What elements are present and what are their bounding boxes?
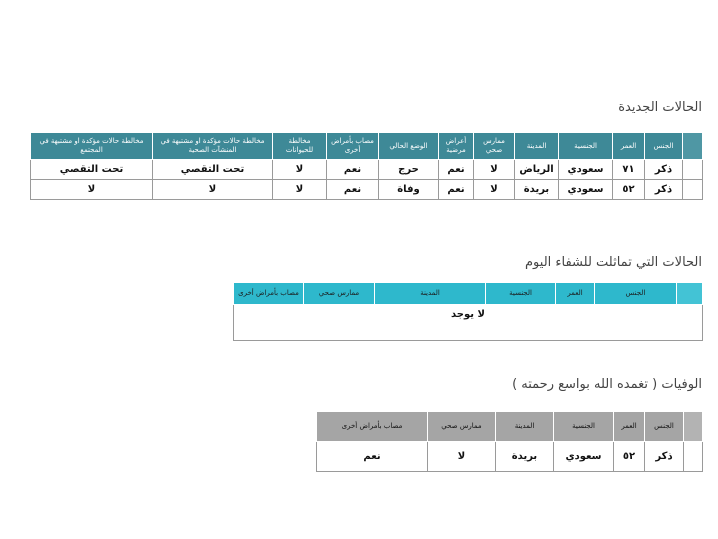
- header-facility-contact: مخالطة حالات مؤكدة او مشتبهة في المنشآت الصحية: [153, 133, 273, 160]
- cell-city: بريدة: [515, 180, 559, 200]
- empty-message: [234, 305, 703, 341]
- cell-health-practitioner: لا: [428, 442, 496, 472]
- header-health-practitioner: ممارس صحي: [474, 133, 515, 160]
- cell-gender: ذكر: [645, 180, 683, 200]
- header-nationality: الجنسية: [554, 412, 614, 442]
- cell-health-practitioner: لا: [474, 160, 515, 180]
- table-header-row: [317, 412, 703, 442]
- header-symptoms: أعراض مرضية: [439, 133, 474, 160]
- table-row: [234, 305, 703, 341]
- cell-nationality: سعودي: [559, 180, 613, 200]
- header-gender: الجنس: [595, 283, 677, 305]
- row-spacer: [684, 442, 703, 472]
- header-age: العمر: [614, 412, 645, 442]
- cell-facility-contact: تحت التقصي: [153, 160, 273, 180]
- header-age: العمر: [556, 283, 595, 305]
- header-spacer: [677, 283, 703, 305]
- cell-gender: ذكر: [645, 160, 683, 180]
- cell-other-diseases: نعم: [327, 160, 379, 180]
- table-header-row: [31, 133, 703, 160]
- cell-symptoms: نعم: [439, 160, 474, 180]
- cell-gender: ذكر: [645, 442, 684, 472]
- header-health-practitioner: ممارس صحي: [304, 283, 375, 305]
- header-other-diseases: مصاب بأمراض أخرى: [327, 133, 379, 160]
- cell-other-diseases: نعم: [317, 442, 428, 472]
- recovered-title: الحالات التي تماثلت للشفاء اليوم: [525, 255, 702, 270]
- header-current-status: الوضع الحالي: [379, 133, 439, 160]
- cell-current-status: حرج: [379, 160, 439, 180]
- cell-animal-contact: لا: [273, 180, 327, 200]
- header-community-contact: مخالطة حالات مؤكدة او مشتبهة في المجتمع: [31, 133, 153, 160]
- header-health-practitioner: ممارس صحي: [428, 412, 496, 442]
- cell-age: ٥٢: [613, 180, 645, 200]
- cell-nationality: سعودي: [559, 160, 613, 180]
- new-cases-title: الحالات الجديدة: [618, 100, 702, 115]
- empty-text: لا يوجد: [451, 309, 485, 320]
- header-spacer: [684, 412, 703, 442]
- cell-age: ٧١: [613, 160, 645, 180]
- header-gender: الجنس: [645, 133, 683, 160]
- header-spacer: [683, 133, 703, 160]
- header-nationality: الجنسية: [559, 133, 613, 160]
- cell-city: الرياض: [515, 160, 559, 180]
- header-nationality: الجنسية: [486, 283, 556, 305]
- deaths-table: [316, 411, 703, 472]
- header-other-diseases: مصاب بأمراض أخرى: [317, 412, 428, 442]
- header-other-diseases: مصاب بأمراض أخرى: [234, 283, 304, 305]
- cell-community-contact: لا: [31, 180, 153, 200]
- cell-current-status: وفاة: [379, 180, 439, 200]
- cell-other-diseases: نعم: [327, 180, 379, 200]
- recovered-table: [233, 282, 703, 341]
- header-city: المدينة: [515, 133, 559, 160]
- cell-age: ٥٢: [614, 442, 645, 472]
- cell-nationality: سعودي: [554, 442, 614, 472]
- table-header-row: [234, 283, 703, 305]
- cell-facility-contact: لا: [153, 180, 273, 200]
- header-gender: الجنس: [645, 412, 684, 442]
- header-age: العمر: [613, 133, 645, 160]
- cell-community-contact: تحت التقصي: [31, 160, 153, 180]
- cell-city: بريدة: [496, 442, 554, 472]
- header-city: المدينة: [496, 412, 554, 442]
- table-row: [317, 442, 703, 472]
- deaths-title: الوفيات ( تغمده الله بواسع رحمته ): [512, 377, 702, 392]
- new-cases-table: [30, 132, 703, 200]
- row-spacer: [683, 160, 703, 180]
- row-spacer: [683, 180, 703, 200]
- cell-symptoms: نعم: [439, 180, 474, 200]
- table-row: [31, 180, 703, 200]
- header-city: المدينة: [375, 283, 486, 305]
- header-animal-contact: مخالطة للحيوانات: [273, 133, 327, 160]
- cell-health-practitioner: لا: [474, 180, 515, 200]
- cell-animal-contact: لا: [273, 160, 327, 180]
- table-row: [31, 160, 703, 180]
